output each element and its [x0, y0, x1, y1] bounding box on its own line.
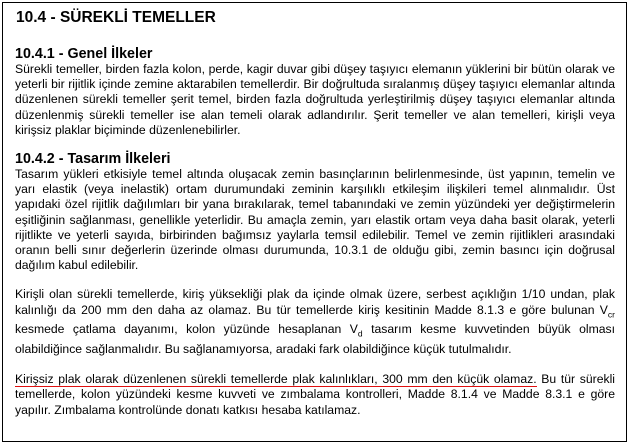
section-heading-genel-ilkeler: 10.4.1 - Genel İlkeler	[15, 46, 153, 62]
subscript-cr: cr	[607, 309, 615, 320]
subscript-d: d	[357, 328, 363, 339]
paragraph-kirissiz-temeller	[15, 372, 615, 418]
text-segment: tasarım kesme kuvvetinden büyük olması olabildiğince sağlanmalıdır. Bu sağlanamıyorsa, aradaki fark olabildiğince küçük tutulmalıdır.	[15, 322, 615, 356]
page-title: 10.4 - SÜREKLİ TEMELLER	[16, 9, 216, 26]
document-content	[15, 8, 615, 418]
section-paragraph-genel-ilkeler: Sürekli temeller, birden fazla kolon, perde, kagir duvar gibi düşey taşıyıcı elemanın yüklerini bir bütün olarak ve yeterli bir rijitlik içinde zemine aktarabilen temellerdir. Bir doğrultuda sıralanmış düşey taşıyıcı elemanlar altında düzenlenen sürekli temeller şerit temel, birden fazla doğrultuda yerleştirilmiş düşey taşıyıcı elemanlar altında düzenlenmiş sürekli temeller ise alan temeli olarak adlandırılır. Şerit temeller ve alan temelleri, kirişli veya kirişsiz plaklar biçiminde düzenlenebilirler.	[15, 62, 615, 137]
section-tasarim-ilkeleri	[15, 151, 615, 418]
text-segment: Bu tür sürekli temellerde, kolon yüzündeki kesme kuvveti ve zımbalama kontrolleri, Madde 8.1.4 ve Madde 8.3.1 e göre yapılır. Zımbalama kontrolünde donatı katkısı hesaba katılamaz.	[15, 372, 615, 417]
text-segment: Kirişli olan sürekli temellerde, kiriş yüksekliği plak da içinde olmak üzere, serbest açıklığın 1/10 undan, plak kalınlığı da 200 mm den daha az olamaz. Bu tür temellerde kiriş kesitinin Madde 8.1.3 e göre bulunan V	[15, 287, 615, 317]
highlighted-sentence: Kirişsiz plak olarak düzenlenen sürekli temellerde plak kalınlıkları, 300 mm den küçük olamaz.	[15, 372, 537, 387]
section-heading-tasarim-ilkeleri: 10.4.2 - Tasarım İlkeleri	[15, 151, 171, 168]
text-segment: kesmede çatlama dayanımı, kolon yüzünde hesaplanan V	[15, 322, 358, 337]
document-page	[2, 2, 627, 442]
paragraph-kirisli-temeller	[15, 287, 615, 357]
paragraph-zemin-basinclari: Tasarım yükleri etkisiyle temel altında oluşacak zemin basınçlarının belirlenmesinde, üst yapının, temelin ve yarı elastik (veya inelastik) ortam durumundaki zeminin karşılıklı etkileşim ilişkileri temel alınmalıdır. Üst yapıdaki özel rijitlik dağılımları bir yana bırakılarak, temel tabanındaki ve zemin yüzündeki yer değiştirmelerin eşitliğinin sağlanması, genellikle yeterlidir. Bu amaçla zemin, yarı elastik ortam veya daha basit olarak, yeterli rijitlikte ve yeterli sayıda, birbirinden bağımsız yaylarla temsil edilebilir. Temel ve zemin rijitlikleri arasındaki oranın belli sınır değerlerin üzerinde olması durumunda, 10.3.1 de olduğu gibi, zemin basıncı için doğrusal dağılım kabul edilebilir.	[15, 167, 615, 273]
